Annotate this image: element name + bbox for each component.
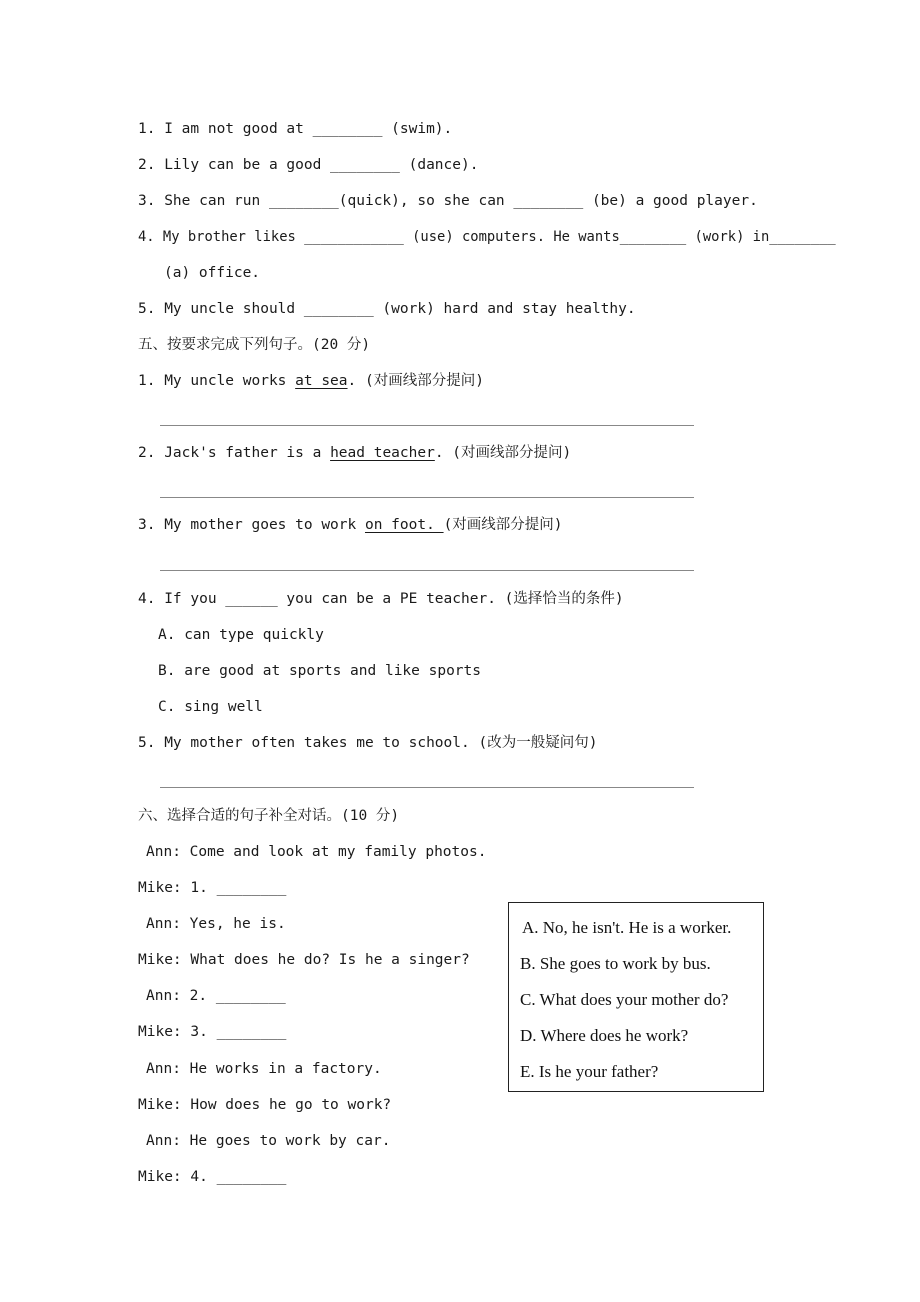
fill-item-4-continued: (a) office. — [164, 265, 261, 281]
answer-line-3[interactable] — [160, 570, 694, 571]
dialogue-line: Ann: He works in a factory. — [146, 1061, 382, 1077]
dialogue-line: Mike: How does he go to work? — [138, 1097, 392, 1113]
answer-line-1[interactable] — [160, 425, 694, 426]
dialogue-line: Mike: 3. ________ — [138, 1024, 287, 1040]
fill-item-3: 3. She can run ________(quick), so she can ________ (be) a good player. — [138, 193, 758, 209]
option-b: B. are good at sports and like sports — [158, 663, 482, 679]
dialogue-line: Mike: 4. ________ — [138, 1169, 287, 1185]
choice-a: A. No, he isn't. He is a worker. — [522, 918, 732, 937]
answer-choices-box — [508, 902, 764, 1092]
fill-item-2: 2. Lily can be a good ________ (dance). — [138, 157, 479, 173]
choice-d: D. Where does he work? — [520, 1026, 689, 1045]
section-5-heading: 五、按要求完成下列句子。(20 分) — [138, 337, 371, 353]
option-c: C. sing well — [158, 699, 263, 715]
dialogue-line: Ann: Yes, he is. — [146, 916, 286, 932]
rewrite-question-5: 5. My mother often takes me to school. (改为一般疑问句) — [138, 735, 598, 751]
choice-e: E. Is he your father? — [520, 1062, 659, 1081]
rewrite-question-4: 4. If you ______ you can be a PE teacher. (选择恰当的条件) — [138, 591, 624, 607]
rewrite-question-2: 2. Jack's father is a head teacher. (对画线部分提问) — [138, 445, 572, 461]
fill-item-1: 1. I am not good at ________ (swim). — [138, 121, 453, 137]
fill-item-4: 4. My brother likes ____________ (use) computers. He wants________ (work) in________ — [138, 229, 836, 245]
dialogue-line: Mike: What does he do? Is he a singer? — [138, 952, 470, 968]
option-a: A. can type quickly — [158, 627, 324, 643]
dialogue-line: Ann: 2. ________ — [146, 988, 286, 1004]
answer-line-5[interactable] — [160, 787, 694, 788]
fill-item-5: 5. My uncle should ________ (work) hard and stay healthy. — [138, 301, 636, 317]
underlined-phrase: at sea — [295, 373, 348, 389]
choice-c: C. What does your mother do? — [520, 990, 729, 1009]
dialogue-line: Ann: Come and look at my family photos. — [146, 844, 487, 860]
underlined-phrase: head teacher — [330, 445, 435, 461]
dialogue-line: Ann: He goes to work by car. — [146, 1133, 391, 1149]
underlined-phrase: on foot. — [364, 517, 444, 533]
choice-b: B. She goes to work by bus. — [520, 954, 711, 973]
dialogue-line: Mike: 1. ________ — [138, 880, 287, 896]
rewrite-question-3: 3. My mother goes to work on foot. (对画线部分提问) — [138, 517, 563, 533]
rewrite-question-1: 1. My uncle works at sea. (对画线部分提问) — [138, 373, 484, 389]
answer-line-2[interactable] — [160, 497, 694, 498]
section-6-heading: 六、选择合适的句子补全对话。(10 分) — [138, 808, 400, 824]
